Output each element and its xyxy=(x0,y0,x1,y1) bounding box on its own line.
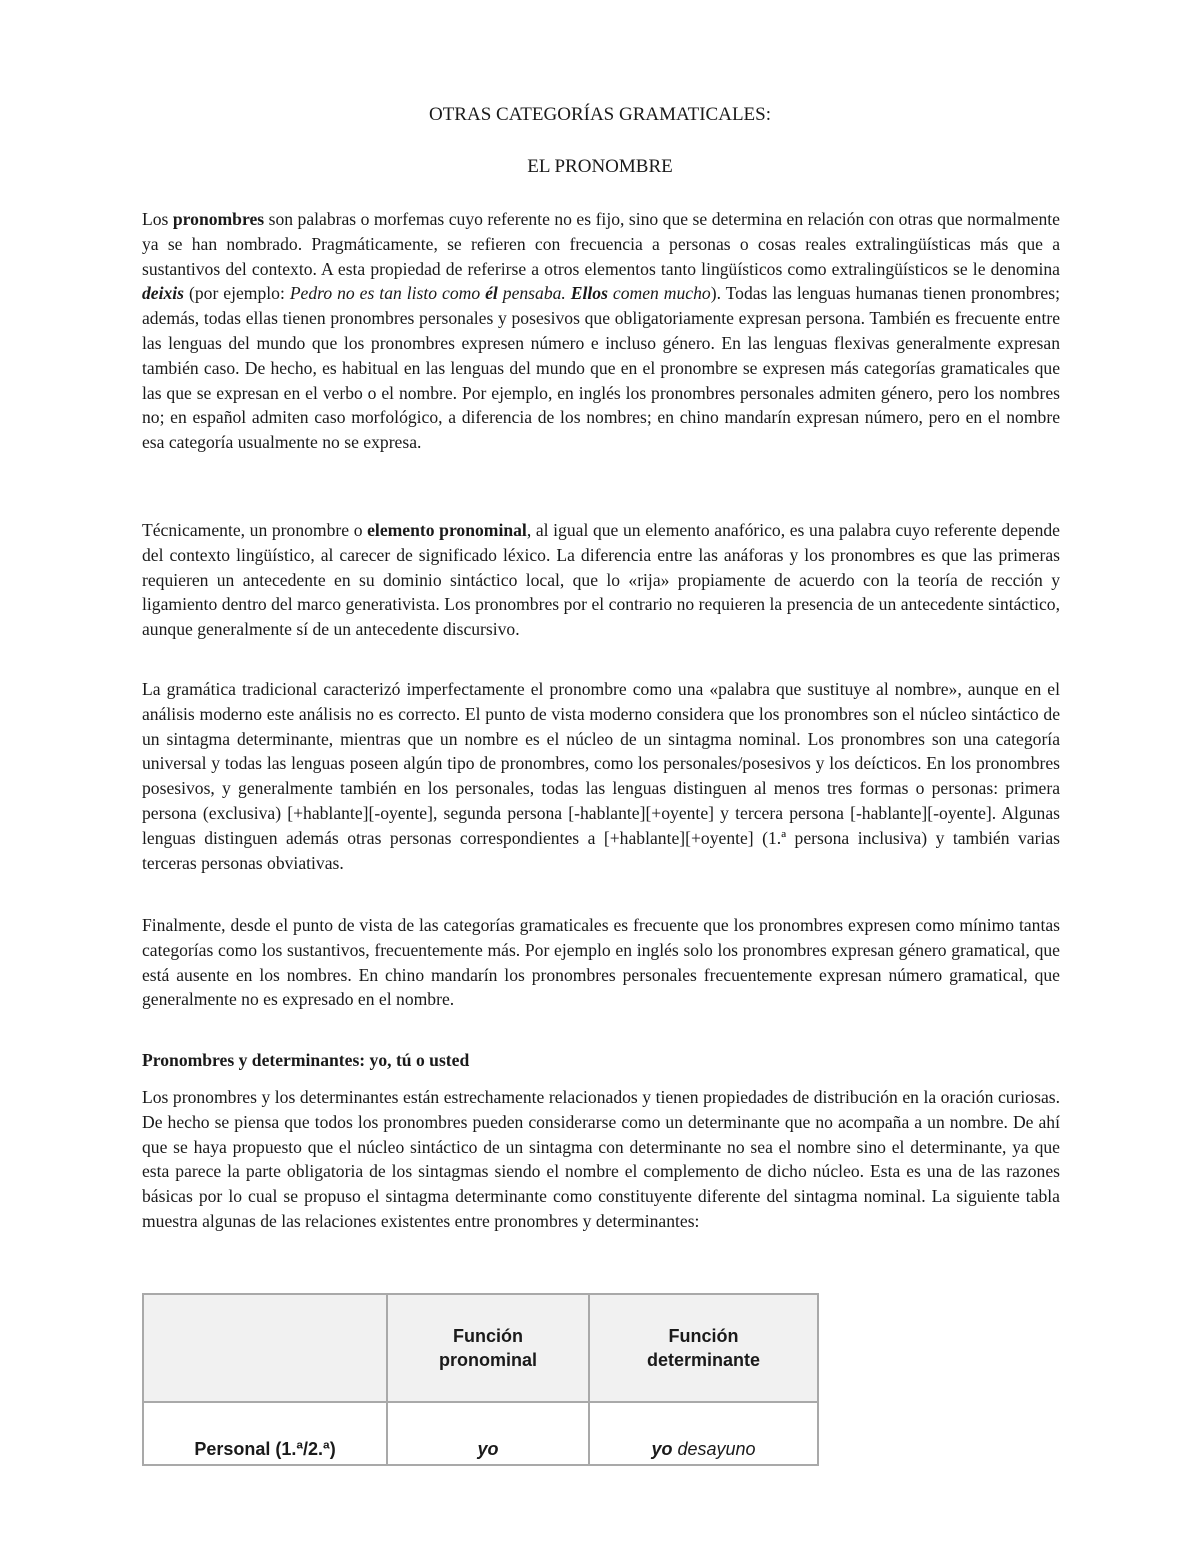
section-heading: Pronombres y determinantes: yo, tú o usted xyxy=(142,1050,470,1070)
cell-pronominal: yo xyxy=(387,1402,589,1465)
table-header-pronominal: Función pronominal xyxy=(387,1294,589,1402)
paragraph-definition: Los pronombres son palabras o morfemas cuyo referente no es fijo, sino que se determina en relación con otras que normalmente ya se han nombrado. Pragmáticamente, se refieren con frecuencia a personas o cosas reales extralingüísticas más que a sustantivos del contexto. A esta propiedad de referirse a otros elementos tanto lingüísticos como extralingüísticos se le denomina deixis (por ejemplo: Pedro no es tan listo como él pensaba. Ellos comen mucho). Todas las lenguas humanas tienen pronombres; además, todas ellas tienen pronombres personales y posesivos que obligatoriamente expresan persona. También es frecuente entre las lenguas del mundo que los pronombres expresen número e incluso género. En las lenguas flexivas generalmente expresan también caso. De hecho, es habitual en las lenguas del mundo que en el pronombre se expresen más categorías gramaticales que las que se expresan en el verbo o el nombre. Por ejemplo, en inglés los pronombres personales admiten género, pero los nombres no; en español admiten caso morfológico, a diferencia de los nombres; en chino mandarín expresan número, pero en el nombre esa categoría usualmente no se expresa. xyxy=(142,209,1060,453)
document-subtitle: EL PRONOMBRE xyxy=(527,156,673,177)
paragraph-determinants: Los pronombres y los determinantes están estrechamente relacionados y tienen propiedades de distribución en la oración curiosas. De hecho se piensa que todos los pronombres pueden considerarse como un determinante que no acompaña a un nombre. De ahí que se haya propuesto que el núcleo sintáctico de un sintagma con determinante no sea el nombre sino el determinante, ya que esta parece la parte obligatoria de los sintagmas siendo el nombre el complemento de dicho núcleo. Esta es una de las razones básicas por lo cual se propuso el sintagma determinante como constituyente diferente del sintagma nominal. La siguiente tabla muestra algunas de las relaciones existentes entre pronombres y determinantes: xyxy=(142,1087,1060,1231)
term-deixis: deixis xyxy=(142,283,185,304)
paragraph-traditional-grammar: La gramática tradicional caracterizó imperfectamente el pronombre como una «palabra que sustituye al nombre», aunque en el análisis moderno este análisis no es correcto. El punto de vista moderno considera que los pronombres son el núcleo sintáctico de un sintagma determinante, mientras que un nombre es el núcleo de un sintagma nominal. Los pronombres son una categoría universal y todas las lenguas poseen algún tipo de pronombres, como los personales/posesivos y los deícticos. En los pronombres posesivos, y generalmente también en los personales, todas las lenguas distinguen al menos tres formas o personas: primera persona (exclusiva) [+hablante][-oyente], segunda persona [-hablante][+oyente] y tercera persona [-hablante][-oyente]. Algunas lenguas distinguen además otras personas correspondientes a [+hablante][+oyente] (1.ª persona inclusiva) y también varias terceras personas obviativas. xyxy=(142,679,1060,873)
document-title: OTRAS CATEGORÍAS GRAMATICALES: xyxy=(428,104,772,125)
term-elemento-pronominal: elemento pronominal xyxy=(367,520,527,540)
paragraph-technical: Técnicamente, un pronombre o elemento pronominal, al igual que un elemento anafórico, es una palabra cuyo referente depende del contexto lingüístico, al carecer de significado léxico. La diferencia entre las anáforas y los pronombres es que las primeras requieren un antecedente en su dominio sintáctico local, que lo «rija» propiamente de acuerdo con la teoría de rección y ligamiento dentro del marco generativista. Los pronombres por el contrario no requieren la presencia de un antecedente sintáctico, aunque generalmente sí de un antecedente discursivo. xyxy=(142,520,1060,640)
cell-determiner: yo desayuno xyxy=(589,1402,818,1465)
row-label: Personal (1.ª/2.ª) xyxy=(143,1402,387,1465)
table-header-empty xyxy=(143,1294,387,1402)
table-header-row xyxy=(143,1294,818,1402)
table-header-determiner: Función determinante xyxy=(589,1294,818,1402)
pronoun-determiner-table xyxy=(142,1293,819,1466)
term-pronombres: pronombres xyxy=(172,209,265,229)
paragraph-finally: Finalmente, desde el punto de vista de las categorías gramaticales es frecuente que los pronombres expresen como mínimo tantas categorías como los sustantivos, frecuentemente más. Por ejemplo en inglés solo los pronombres expresan género gramatical, que está ausente en los nombres. En chino mandarín los pronombres personales frecuentemente expresan número gramatical, que generalmente no es expresado en el nombre. xyxy=(142,915,1060,1010)
table-row xyxy=(143,1402,818,1465)
